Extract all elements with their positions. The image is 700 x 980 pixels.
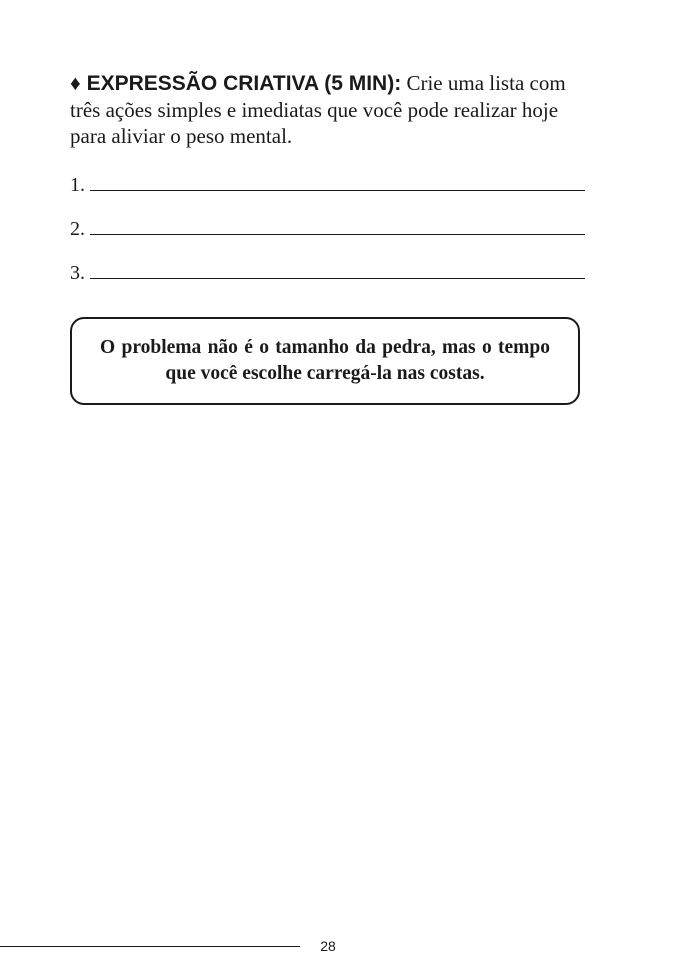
diamond-bullet-icon: ♦	[70, 72, 81, 95]
page-number: 28	[320, 938, 336, 954]
exercise-heading	[70, 72, 401, 95]
answer-line-number: 1.	[70, 174, 85, 196]
answer-line-number: 3.	[70, 262, 85, 284]
quote-text: O problema não é o tamanho da pedra, mas o tempo que você escolhe carregá-la nas costas.	[100, 337, 550, 384]
quote-box	[70, 317, 580, 405]
answer-blank[interactable]	[90, 234, 585, 235]
answer-line-number: 2.	[70, 218, 85, 240]
answer-line-1[interactable]	[70, 170, 585, 196]
answer-blank[interactable]	[90, 190, 585, 191]
exercise-instruction: Crie uma lista com três ações simples e imediatas que você pode realizar hoje para aliviar o peso mental.	[70, 71, 566, 148]
footer-rule	[0, 946, 300, 947]
answer-line-3[interactable]	[70, 258, 585, 284]
exercise-intro	[70, 70, 585, 149]
answer-blank[interactable]	[90, 278, 585, 279]
answer-line-2[interactable]	[70, 214, 585, 240]
exercise-heading-text: EXPRESSÃO CRIATIVA (5 MIN):	[86, 72, 402, 95]
